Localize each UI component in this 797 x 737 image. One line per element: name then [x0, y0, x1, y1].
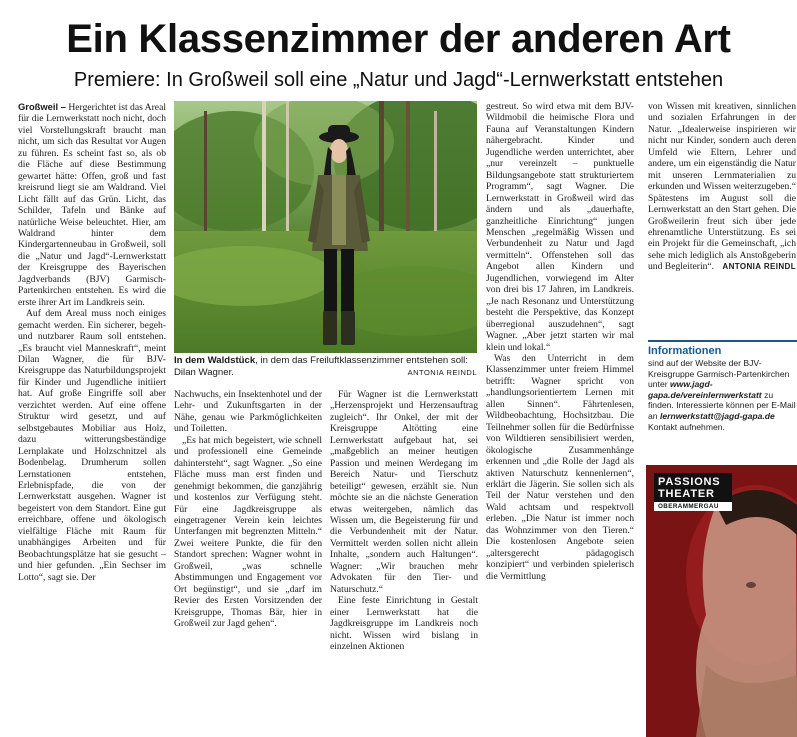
paragraph: „Es hat mich begeistert, wie schnell und professionell eine Gemeinde dahintersteht“, sagt Wagner. „So eine Fläche muss man erst finden und genehmigt bekommen, die ganzjährig und kostenlos zur Verfügung steht. Für eine Jagdkreisgruppe als eingetragener Verein kein leichtes Unterfangen mit begrenzten Mitteln.“ Zwei weitere Punkte, die für den Standort sprechen: Wagner wohnt in Großweil, „was schnelle Abstimmungen und Engagement vor Ort begünstigt“, und sie „darf im Revier des Ersten Vorsitzenden der Kreisgruppe, Thomas Bär, hier in Großweil zur Jagd gehen“. — [174, 434, 322, 630]
paragraph: Nachwuchs, ein Insektenhotel und der Lehr- und Zukunftsgarten in der Nähe, genau wie Parkmöglichkeiten und Toiletten. — [174, 389, 322, 435]
dateline: Großweil – — [18, 101, 66, 112]
headline: Ein Klassenzimmer der anderen Art — [66, 17, 731, 61]
ad-logo — [654, 473, 732, 511]
article-column-3 — [330, 389, 478, 721]
photo-caption — [174, 355, 477, 378]
photo-credit: ANTONIA REINDL — [407, 367, 477, 377]
info-box — [648, 340, 797, 432]
ad-logo-line3: OBERAMMERGAU — [654, 502, 732, 511]
article-author: ANTONIA REINDL — [722, 262, 796, 272]
info-website-link[interactable]: www.jagd-gapa.de/vereinlernwerkstatt — [648, 379, 762, 400]
paragraph: Für Wagner ist die Lernwerkstatt „Herzensprojekt und Herzensauftrag zugleich“. Ihr Onkel, der mit der Kreisgruppe Altötting eine Lernwerkstatt aufgebaut hat, sei „maßgeblich an meiner heutigen Passion und meinen Werdegang im Bereich Natur- und Tierschutz beteiligt“ gewesen, erzählt sie. Nun möchte sie an die nächste Generation etwas weitergeben, nämlich das Wissen um, die Begeisterung für und die Verbundenheit mit der Natur. Vermittelt werden sollen nicht allein Inhalte, „sondern auch Haltungen“. Wagner: „Wir brauchen mehr Advokaten für den Tier- und Naturschutz.“ — [330, 389, 478, 595]
paragraph: gestreut. So wird etwa mit dem BJV-Wildmobil die heimische Flora und Fauna auf Veranstaltungen Kindern nähergebracht. Kinder und Jugendliche werden unterrichtet, aber „nur vereinzelt – punktuelle Bildungsangebote statt strukturiertem Programm“, sagt Wagner. Die Lernwerkstatt in Großweil wird das ändern und als „dauerhafte, ganzheitliche Einrichtung“ jungen Menschen „regelmäßig Wissen und Verbundenheit zu Natur und Jagd vermitteln“. Offenstehen soll das Angebot allen Kindern und Jugendlichen, vorwiegend im Alter von drei bis 17 Jahren, im Landkreis. „Je nach Resonanz und Unterstützung besteht die Perspektive, das Konzept überregional auszudehnen“, sagt Wagner. „Aber jetzt starten wir mal klein und lokal.“ — [486, 101, 634, 353]
paragraph: Auf dem Areal muss noch einiges gemacht werden. Ein sicherer, begeh- und nutzbarer Raum soll entstehen. „Es braucht viel Manneskraft“, meint Dilan Wagner, die für BJV-Kreisgruppe das Naturbildungsprojekt für Kinder und Jugendliche initiiert hat. Auf große Eingriffe soll aber verzichtet werden. Auf eine offene Struktur wird gesetzt, und auf selbstgebautes Mobiliar aus Holz, dazu witterungsbeständige Lernplakate und Holzschnitzel als Bodenbelag. Drumherum sollen Lernstationen entstehen, Erlebnispfade, die von der Lernwerkstatt ausgehen. Wagner ist begeistert von dem Standort. Eine gut erreichbare, offene und ökologisch vielfältige Fläche mit Raum für unabhängiges Arbeiten und für Beobachtungsplätze hat sie gesucht – und hier gefunden. „Ein Sechser im Lotto“, sagt sie. Der — [18, 308, 166, 583]
article-column-4 — [486, 101, 634, 721]
info-text: Kontakt aufnehmen. — [648, 421, 725, 432]
info-email-link[interactable]: lernwerkstatt@jagd-gapa.de — [659, 410, 775, 421]
article-column-5 — [648, 101, 796, 333]
info-text: sind auf der Website der BJV-Kreisgruppe Garmisch-Partenkirchen unter — [648, 358, 790, 390]
paragraph: Hergerichtet ist das Areal für die Lernwerkstatt noch nicht, doch viel Vorstellungskraft braucht man nicht, um sich das Resultat vor Augen zu führen. Es scheint fast so, als ob die Fläche auf diese Bestimmung gewartet hätte: Offen, groß und fast kreisrund liegt sie am Waldrand. Viel Licht fällt auf das Grün. Licht, das Schilder, Tafeln und Bänke auf natürliche Weise beleuchtet. Hier, am Waldrand hinter dem Kindergartenneubau in Großweil, soll die „Natur und Jagd“-Lernwerkstatt der Kreisgruppe des Bayerischen Jagdverbands (BJV) Garmisch-Partenkirchen entstehen. Es wird die erste ihrer Art im Landkreis sein. — [18, 102, 166, 308]
paragraph: Eine feste Einrichtung in Gestalt einer Lernwerkstatt hat die Jagdkreisgruppe im Landkreis noch nicht. Wissen wird bislang in einzelnen Aktionen — [330, 595, 478, 652]
article-column-1 — [18, 101, 166, 721]
caption-bold: In dem Waldstück — [174, 355, 256, 366]
forest-photo-illustration — [174, 101, 477, 353]
info-text: zu finden. Interessierte können per E-Mail an — [648, 389, 796, 421]
caption-text: , in dem das Freiluftklassenzimmer entstehen soll: Dilan Wagner. — [174, 355, 468, 378]
paragraph: Was den Unterricht in dem Klassenzimmer unter freiem Himmel betrifft: Wagner spricht von „handlungsorientiertem Lernen mit allen Sinnen“. Fährtenlesen, Wildbeobachtung, Hochsitzbau. Die Teilnehmer sollen für die Bedürfnisse von Wildtieren sensibilisiert werden, ökologische Zusammenhänge erkennen und „die Rolle der Jagd als aktiven Naturschutz kennenlernen“, erklärt die Jägerin. Sie sollen sich als Teil der Natur verstehen und den Wald achtsam und respektvoll erleben. „Die Natur ist immer noch das Wohnzimmer von den Tieren.“ Die kostenlosen Angebote seien „altersgerecht pädagogisch konzipiert“ und verbinden spielerisch die Vermittlung — [486, 352, 634, 582]
subheadline: Premiere: In Großweil soll eine „Natur und Jagd“-Lernwerkstatt entstehen — [73, 69, 724, 91]
article-photo — [174, 101, 477, 353]
paragraph: von Wissen mit kreativen, sinnlichen und sozialen Erfahrungen in der Natur. „Idealerweise inspirieren wir nicht nur Kinder, sondern auch deren Umfeld wie Eltern, Lehrer und andere, um ein eigenständig die Natur mit unseren Lernmaterialien zu erkunden und Wissen weiterzugeben.“ Spätestens im August soll die Lernwerkstatt an den Start gehen. Die Großweilerin freut sich über jede ehrenamtliche Unterstützung. Es sei ein Projekt für die Gemeinschaft, „ich sehe mich lediglich als Anstoßgeberin und Begleiterin“. — [648, 101, 796, 273]
article-column-2 — [174, 389, 322, 721]
ad-logo-line2: THEATER — [658, 488, 715, 500]
advertisement[interactable] — [646, 465, 797, 737]
info-title: Informationen — [648, 340, 797, 358]
ad-logo-line1: PASSIONS — [658, 476, 721, 488]
